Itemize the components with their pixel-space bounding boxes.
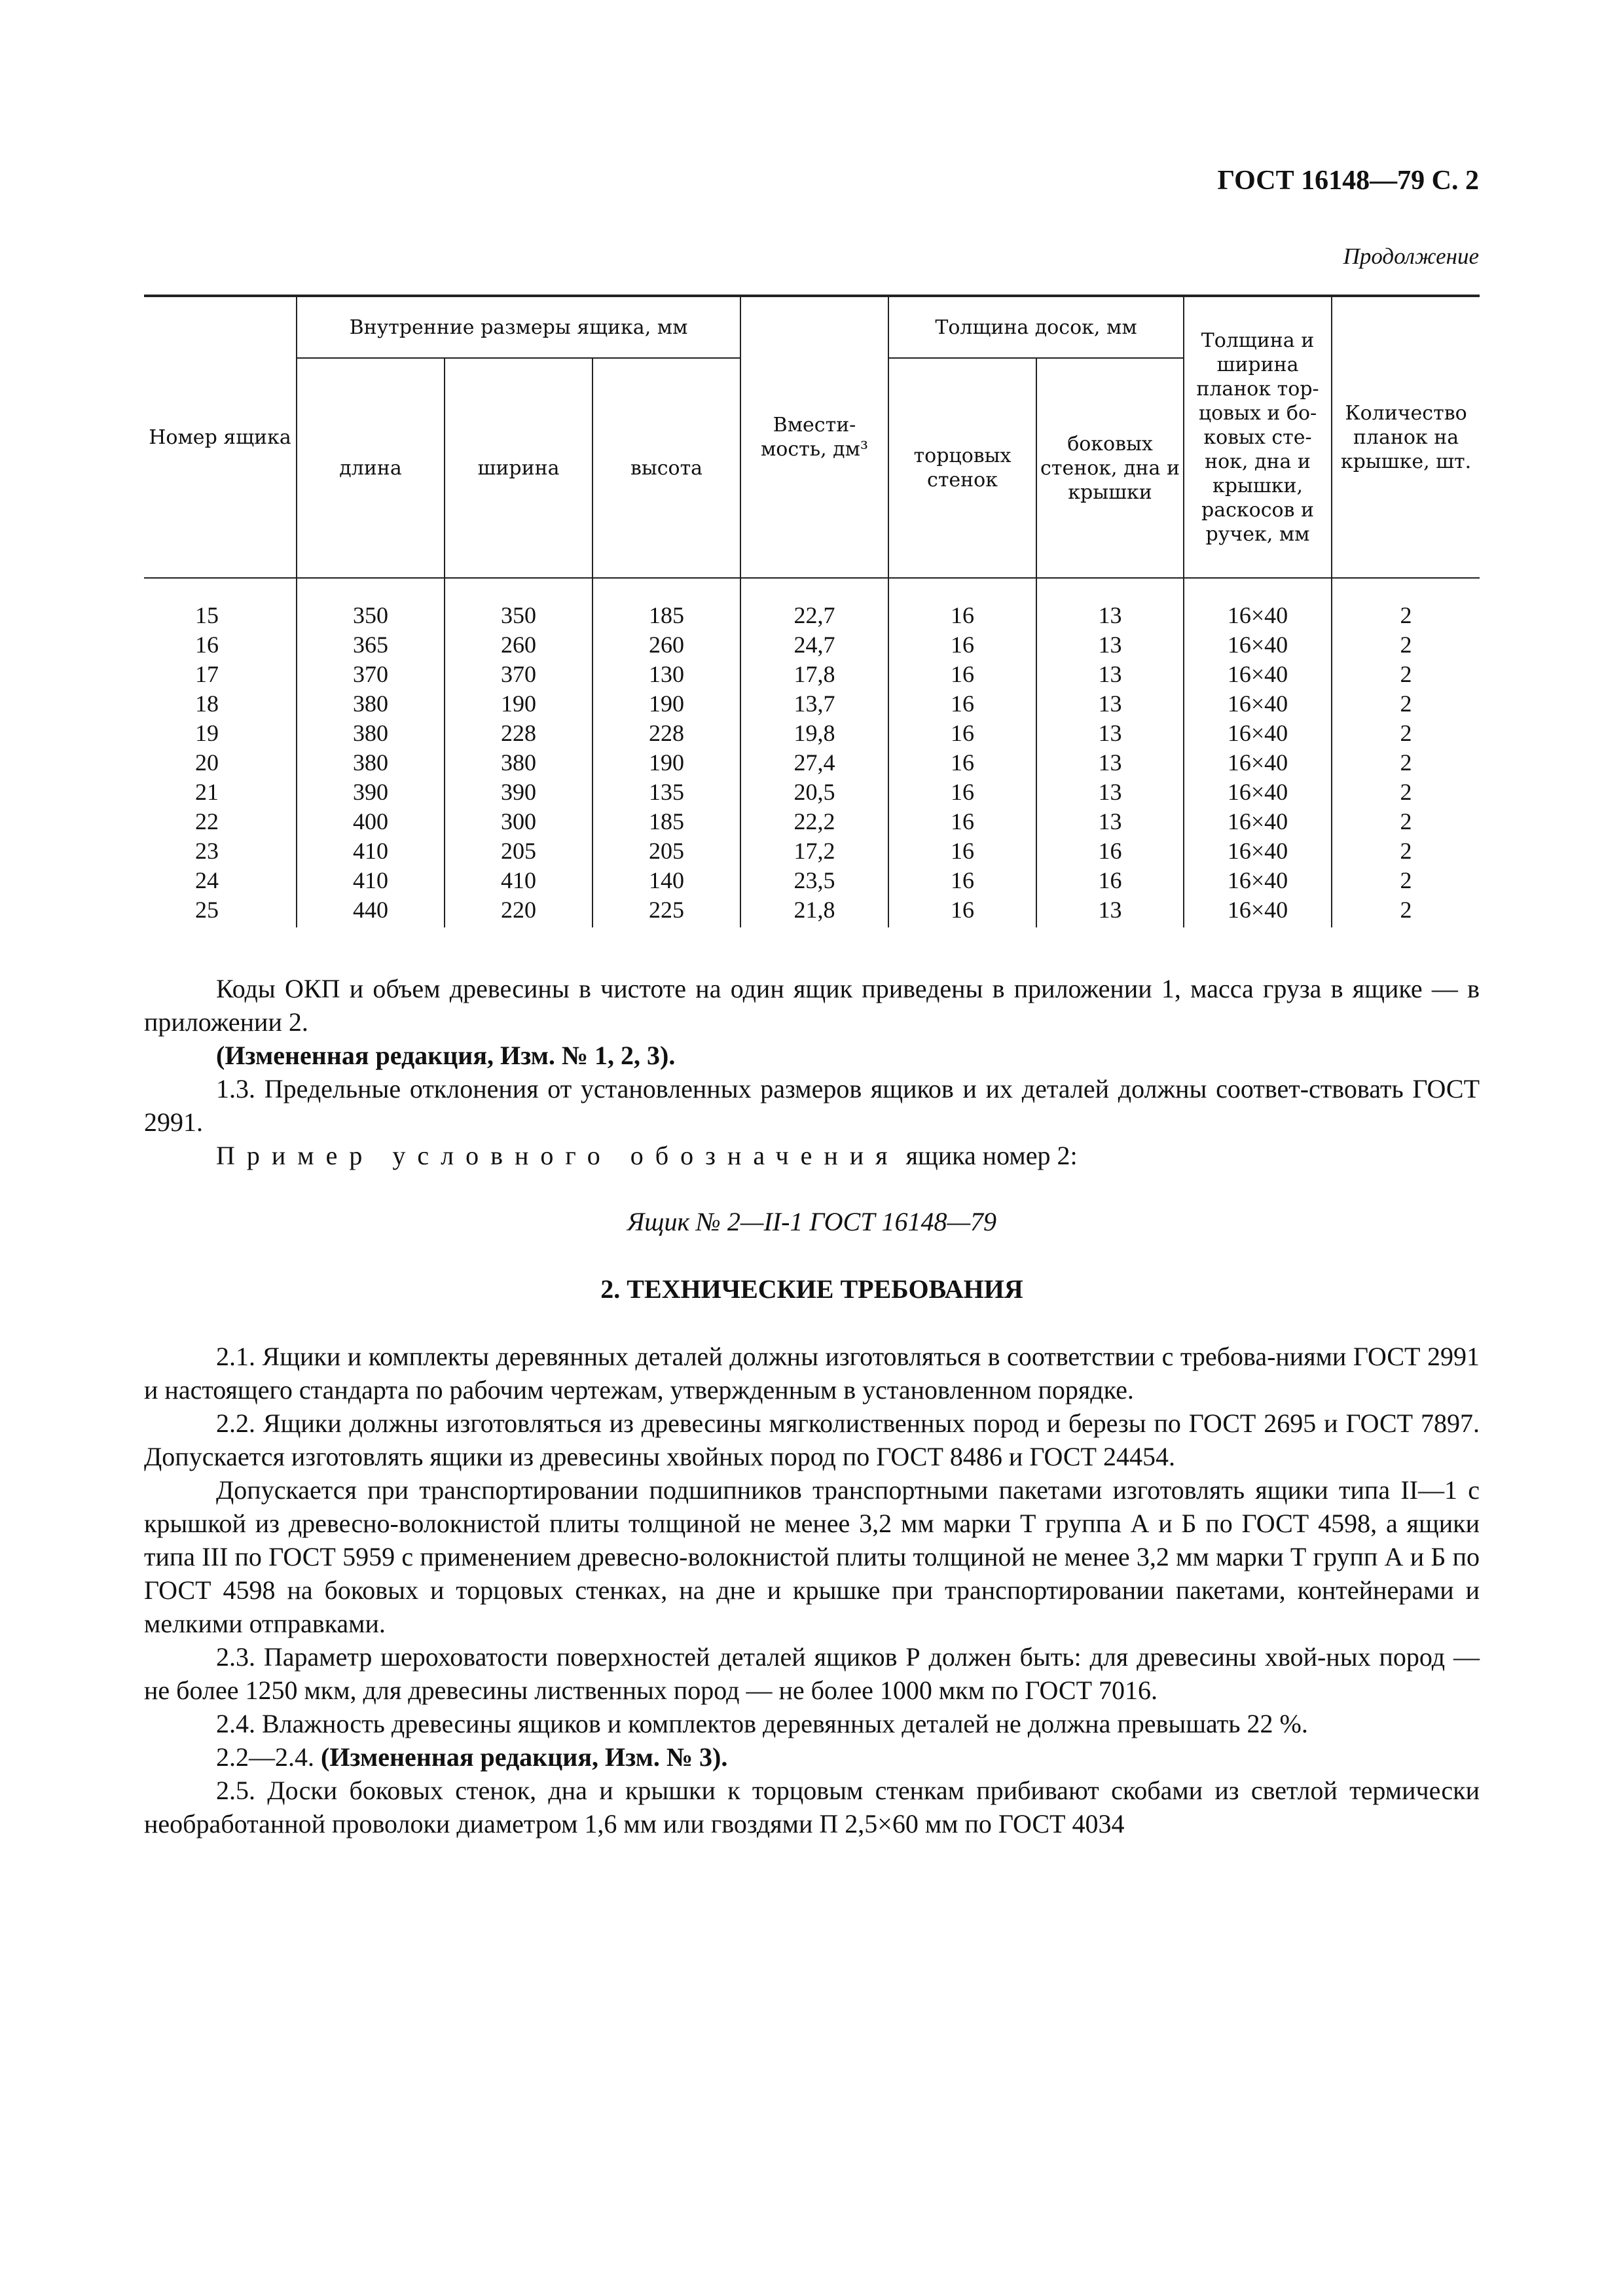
- cell-end-walls: 16: [888, 895, 1036, 927]
- cell-height: 130: [593, 660, 740, 689]
- cell-width: 390: [445, 778, 593, 807]
- header-end-walls: торцовых стенок: [888, 358, 1036, 578]
- cell-end-walls: 16: [888, 866, 1036, 895]
- cell-end-walls: 16: [888, 807, 1036, 836]
- header-width: ширина: [445, 358, 593, 578]
- cell-box-number: 22: [144, 807, 297, 836]
- table-row: [144, 895, 1480, 927]
- document-body: [144, 972, 1480, 1840]
- cell-length: 440: [297, 895, 445, 927]
- cell-slats: 16×40: [1184, 660, 1332, 689]
- header-capacity: [740, 296, 888, 578]
- cell-width: 190: [445, 689, 593, 719]
- cell-qty: 2: [1332, 807, 1480, 836]
- cell-box-number: 18: [144, 689, 297, 719]
- table-row: [144, 866, 1480, 895]
- cell-length: 380: [297, 748, 445, 778]
- cell-slats: 16×40: [1184, 719, 1332, 748]
- amendment-note-2-text: (Измененная редакция, Изм. № 3).: [321, 1742, 728, 1772]
- cell-end-walls: 16: [888, 578, 1036, 630]
- cell-capacity: 17,8: [740, 660, 888, 689]
- cell-width: 380: [445, 748, 593, 778]
- cell-capacity: 23,5: [740, 866, 888, 895]
- cell-height: 190: [593, 689, 740, 719]
- cell-qty: 2: [1332, 689, 1480, 719]
- header-box-number: Номер ящика: [144, 296, 297, 578]
- example-label-rest: ящика номер 2:: [899, 1141, 1078, 1170]
- cell-qty: 2: [1332, 719, 1480, 748]
- cell-capacity: 22,2: [740, 807, 888, 836]
- amendment-note-1: (Измененная редакция, Изм. № 1, 2, 3).: [216, 1041, 676, 1070]
- cell-height: 225: [593, 895, 740, 927]
- paragraph-1-3: 1.3. Предельные отклонения от установленных размеров ящиков и их деталей должны соответ-ствовать ГОСТ 2991.: [144, 1074, 1480, 1137]
- cell-box-number: 17: [144, 660, 297, 689]
- continuation-label: Продолжение: [1343, 243, 1479, 269]
- cell-side-walls: 13: [1036, 807, 1184, 836]
- cell-qty: 2: [1332, 660, 1480, 689]
- cell-capacity: 19,8: [740, 719, 888, 748]
- header-slats: Толщина и ширина планок тор-цовых и бо-ковых сте-нок, дна и крышки, раскосов и ручек, мм: [1184, 296, 1332, 578]
- cell-width: 228: [445, 719, 593, 748]
- cell-height: 185: [593, 807, 740, 836]
- table-body: [144, 578, 1480, 927]
- table-row: [144, 630, 1480, 660]
- header-height: высота: [593, 358, 740, 578]
- cell-capacity: 22,7: [740, 578, 888, 630]
- header-length: длина: [297, 358, 445, 578]
- amendment-note-2: [144, 1740, 1480, 1774]
- cell-qty: 2: [1332, 866, 1480, 895]
- table-row: [144, 660, 1480, 689]
- cell-capacity: 20,5: [740, 778, 888, 807]
- paragraph-2-1: 2.1. Ящики и комплекты деревянных деталей должны изготовляться в соответствии с требова-ниями ГОСТ 2991 и настоящего стандарта по рабочим чертежам, утвержденным в установленном порядке.: [144, 1342, 1480, 1405]
- header-side-walls: боковых стенок, дна и крышки: [1036, 358, 1184, 578]
- cell-side-walls: 13: [1036, 630, 1184, 660]
- cell-width: 220: [445, 895, 593, 927]
- cell-side-walls: 13: [1036, 578, 1184, 630]
- table-row: [144, 836, 1480, 866]
- cell-capacity: 13,7: [740, 689, 888, 719]
- cell-end-walls: 16: [888, 778, 1036, 807]
- cell-end-walls: 16: [888, 836, 1036, 866]
- cell-width: 300: [445, 807, 593, 836]
- cell-box-number: 21: [144, 778, 297, 807]
- cell-slats: 16×40: [1184, 866, 1332, 895]
- cell-slats: 16×40: [1184, 748, 1332, 778]
- designation-example: Ящик № 2—II-1 ГОСТ 16148—79: [627, 1207, 997, 1236]
- cell-length: 380: [297, 719, 445, 748]
- paragraph-example-intro: [144, 1139, 1480, 1172]
- cell-box-number: 24: [144, 866, 297, 895]
- paragraph-2-5: 2.5. Доски боковых стенок, дна и крышки к торцовым стенкам прибивают скобами из светлой термически необработанной проволоки диаметром 1,6 мм или гвоздями П 2,5×60 мм по ГОСТ 4034: [144, 1776, 1480, 1839]
- dimensions-table-wrap: [144, 295, 1480, 927]
- amendment-note-2-prefix: 2.2—2.4.: [216, 1742, 321, 1772]
- cell-end-walls: 16: [888, 630, 1036, 660]
- paragraph-2-3: 2.3. Параметр шероховатости поверхностей деталей ящиков Р должен быть: для древесины хвой-ных пород — не более 1250 мкм, для древесины лиственных пород — не более 1000 мкм по ГОСТ 7016.: [144, 1642, 1480, 1705]
- cell-side-walls: 16: [1036, 866, 1184, 895]
- cell-length: 410: [297, 836, 445, 866]
- paragraph-2-2-continued: Допускается при транспортировании подшипников транспортными пакетами изготовлять ящики типа II—1 с крышкой из древесно-волокнистой плиты толщиной не менее 3,2 мм марки Т группа А и Б по ГОСТ 4598, а ящики типа III по ГОСТ 5959 с применением древесно-волокнистой плиты толщиной не менее 3,2 мм марки Т групп А и Б по ГОСТ 4598 на боковых и торцовых стенках, на дне и крышке при транспортировании пакетами, контейнерами и мелкими отправками.: [144, 1475, 1480, 1638]
- cell-side-walls: 13: [1036, 895, 1184, 927]
- cell-end-walls: 16: [888, 748, 1036, 778]
- cell-end-walls: 16: [888, 689, 1036, 719]
- cell-height: 135: [593, 778, 740, 807]
- header-inner-dims: Внутренние размеры ящика, мм: [297, 296, 740, 358]
- cell-slats: 16×40: [1184, 807, 1332, 836]
- cell-width: 350: [445, 578, 593, 630]
- cell-height: 228: [593, 719, 740, 748]
- cell-width: 410: [445, 866, 593, 895]
- cell-slats: 16×40: [1184, 630, 1332, 660]
- cell-slats: 16×40: [1184, 689, 1332, 719]
- paragraph-okp-codes: Коды ОКП и объем древесины в чистоте на один ящик приведены в приложении 1, масса груза в ящике — в приложении 2.: [144, 974, 1480, 1037]
- cell-box-number: 25: [144, 895, 297, 927]
- paragraph-2-2: 2.2. Ящики должны изготовляться из древесины мягколиственных пород и березы по ГОСТ 2695 и ГОСТ 7897. Допускается изготовлять ящики из древесины хвойных пород по ГОСТ 8486 и ГОСТ 24454.: [144, 1408, 1480, 1471]
- table-row: [144, 778, 1480, 807]
- cell-end-walls: 16: [888, 660, 1036, 689]
- cell-qty: 2: [1332, 630, 1480, 660]
- cell-width: 260: [445, 630, 593, 660]
- cell-capacity: 17,2: [740, 836, 888, 866]
- table-row: [144, 748, 1480, 778]
- table-row: [144, 719, 1480, 748]
- cell-length: 400: [297, 807, 445, 836]
- cell-qty: 2: [1332, 778, 1480, 807]
- page-header: ГОСТ 16148—79 С. 2: [1217, 166, 1479, 196]
- cell-qty: 2: [1332, 895, 1480, 927]
- cell-capacity: 21,8: [740, 895, 888, 927]
- cell-capacity: 27,4: [740, 748, 888, 778]
- cell-length: 410: [297, 866, 445, 895]
- cell-side-walls: 13: [1036, 689, 1184, 719]
- cell-box-number: 16: [144, 630, 297, 660]
- cell-qty: 2: [1332, 748, 1480, 778]
- paragraph-2-4: 2.4. Влажность древесины ящиков и комплектов деревянных деталей не должна превышать 22 %.: [216, 1709, 1308, 1738]
- cell-slats: 16×40: [1184, 895, 1332, 927]
- cell-width: 370: [445, 660, 593, 689]
- table-row: [144, 689, 1480, 719]
- cell-box-number: 19: [144, 719, 297, 748]
- cell-side-walls: 13: [1036, 660, 1184, 689]
- cell-length: 350: [297, 578, 445, 630]
- cell-height: 260: [593, 630, 740, 660]
- table-row: [144, 578, 1480, 630]
- cell-side-walls: 16: [1036, 836, 1184, 866]
- cell-side-walls: 13: [1036, 719, 1184, 748]
- cell-slats: 16×40: [1184, 778, 1332, 807]
- cell-box-number: 15: [144, 578, 297, 630]
- cell-length: 370: [297, 660, 445, 689]
- cell-height: 205: [593, 836, 740, 866]
- cell-box-number: 23: [144, 836, 297, 866]
- cell-width: 205: [445, 836, 593, 866]
- cell-length: 380: [297, 689, 445, 719]
- section-title: 2. ТЕХНИЧЕСКИЕ ТРЕБОВАНИЯ: [600, 1274, 1023, 1304]
- header-qty: Количество планок на крышке, шт.: [1332, 296, 1480, 578]
- dimensions-table: [144, 295, 1480, 927]
- table-row: [144, 807, 1480, 836]
- header-board-thickness: Толщина досок, мм: [888, 296, 1184, 358]
- cell-qty: 2: [1332, 578, 1480, 630]
- cell-height: 190: [593, 748, 740, 778]
- cell-slats: 16×40: [1184, 836, 1332, 866]
- cell-height: 140: [593, 866, 740, 895]
- example-label: Пример условного обозначения: [216, 1141, 900, 1170]
- cell-end-walls: 16: [888, 719, 1036, 748]
- cell-height: 185: [593, 578, 740, 630]
- cell-box-number: 20: [144, 748, 297, 778]
- cell-side-walls: 13: [1036, 778, 1184, 807]
- cell-length: 390: [297, 778, 445, 807]
- cell-length: 365: [297, 630, 445, 660]
- cell-side-walls: 13: [1036, 748, 1184, 778]
- cell-capacity: 24,7: [740, 630, 888, 660]
- header-capacity-text: Вмести-мость, дм³: [760, 414, 869, 461]
- cell-qty: 2: [1332, 836, 1480, 866]
- cell-slats: 16×40: [1184, 578, 1332, 630]
